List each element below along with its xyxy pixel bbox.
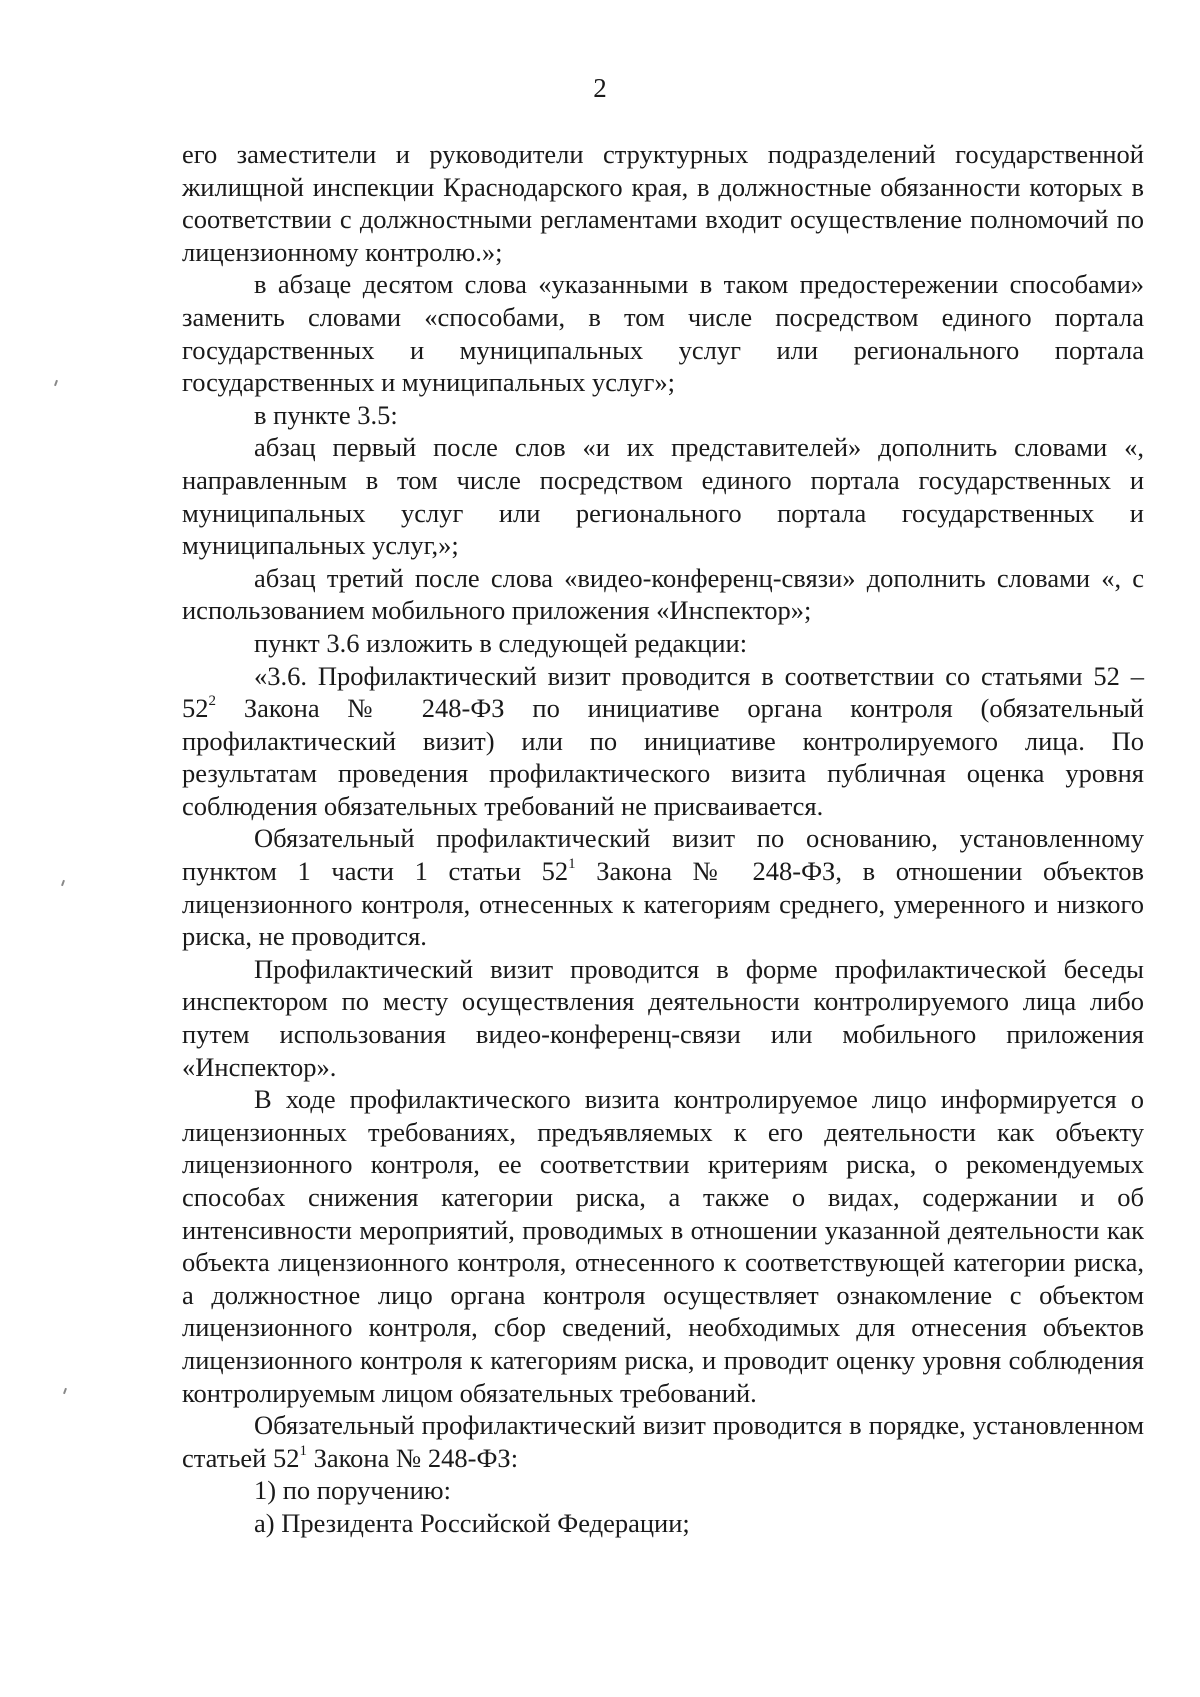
- paragraph-visit-order-before: Обязательный профилактический визит проводится в порядке, установленном статьей 52: [182, 1410, 1144, 1473]
- paragraph-3-6-after: Закона № 248-ФЗ по инициативе органа контроля (обязательный профилактический визит) или по инициативе контролируемого лица. По результатам проведения профилактического визита публичная оценка уровня соблюдения обязательных требований не присваивается.: [182, 693, 1144, 821]
- page-number: 2: [593, 73, 607, 103]
- paragraph-visit-order: [182, 1409, 1144, 1474]
- paragraph-amendment-tenth-abzac: в абзаце десятом слова «указанными в таком предостережении способами» заменить словами «способами, в том числе посредством единого портала государственных и муниципальных услуг или регионального портала государственных и муниципальных услуг»;: [182, 269, 1144, 398]
- scan-speck: [61, 880, 65, 886]
- document-body: [182, 138, 1144, 1540]
- list-item-a: а) Президента Российской Федерации;: [254, 1507, 690, 1538]
- paragraph-continuation: его заместители и руководители структурных подразделений государственной жилищной инспекции Краснодарского края, в должностные обязанности которых в соответствии с должностными регламентами входит осуществление полномочий по лицензионному контролю.»;: [182, 139, 1144, 267]
- paragraph-3-6-before: «3.6. Профилактический визит проводится в соответствии со статьями 52 – 52: [182, 660, 1144, 724]
- paragraph-visit-order-after: Закона № 248-ФЗ:: [306, 1442, 519, 1473]
- scan-speck: [54, 380, 58, 386]
- superscript-1: 1: [568, 856, 576, 873]
- paragraph-visit-form: Профилактический визит проводится в форме профилактической беседы инспектором по месту осуществления деятельности контролируемого лица либо путем использования видео-конференц-связи или мобильного приложения «Инспектор».: [182, 953, 1144, 1082]
- paragraph-mandatory-visit: [182, 822, 1144, 952]
- paragraph-point-3-5: в пункте 3.5:: [254, 399, 398, 430]
- paragraph-third-abzac: абзац третий после слова «видео-конференц-связи» дополнить словами «, с использованием мобильного приложения «Инспектор»;: [182, 562, 1144, 626]
- paragraph-first-abzac: абзац первый после слов «и их представителей» дополнить словами «, направленным в том числе посредством единого портала государственных и муниципальных услуг или регионального портала государственных и муниципальных услуг,»;: [182, 432, 1144, 561]
- paragraph-point-3-6: пункт 3.6 изложить в следующей редакции:: [254, 627, 748, 658]
- paragraph-visit-course: В ходе профилактического визита контролируемое лицо информируется о лицензионных требованиях, предъявляемых к его деятельности как объекту лицензионного контроля, ее соответствии критериям риска, о рекомендуемых способах снижения категории риска, а также о видах, содержании и об интенсивности мероприятий, проводимых в отношении указанной деятельности как объекта лицензионного контроля, отнесенного к соответствующей категории риска, а должностное лицо органа контроля осуществляет ознакомление с объектом лицензионного контроля, сбор сведений, необходимых для отнесения объектов лицензионного контроля к категориям риска, и проводит оценку уровня соблюдения контролируемым лицом обязательных требований.: [182, 1084, 1144, 1408]
- superscript-2: 2: [208, 693, 216, 710]
- superscript-1: 1: [299, 1442, 307, 1459]
- paragraph-mandatory-visit-before: Обязательный профилактический визит по основанию, установленному пунктом 1 части 1 статьи 52: [182, 823, 1144, 887]
- list-item-1: 1) по поручению:: [254, 1475, 451, 1506]
- paragraph-3-6-text: [182, 660, 1144, 823]
- scan-speck: [63, 1388, 67, 1394]
- paragraph-mandatory-visit-after: Закона № 248-ФЗ, в отношении объектов лицензионного контроля, отнесенных к категориям среднего, умеренного и низкого риска, не проводится.: [182, 856, 1144, 952]
